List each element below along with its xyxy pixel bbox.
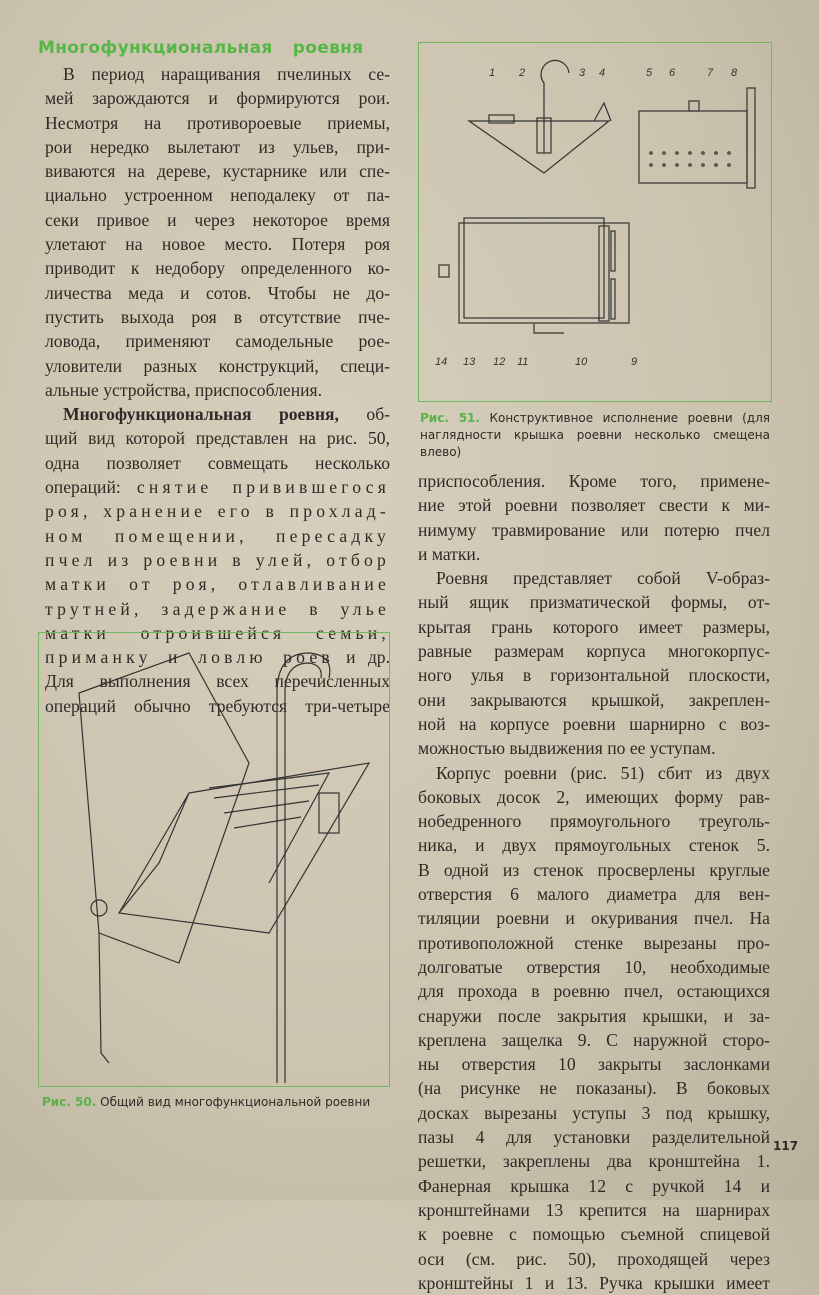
text-line: Фанерная крышка 12 с ручкой 14 и — [418, 1175, 770, 1196]
figure-50-frame — [38, 632, 390, 1087]
slot — [611, 279, 615, 319]
text-line: креплена защелка 9. С наружной сторо- — [418, 1029, 770, 1050]
text-line: рои нередко вылетают из ульев, при- — [45, 136, 390, 157]
figure-50-drawing — [39, 633, 389, 1086]
left-column-text — [45, 62, 390, 718]
handle-hook — [541, 60, 569, 153]
text-line: для прохода в роевню пчел, остающихся — [418, 981, 770, 1002]
term-bold: Многофункциональная роевня, — [63, 404, 339, 425]
spaced-text-line: трутней, задержание в улье — [45, 598, 390, 619]
text-line: отверстия 6 малого диаметра для вен- — [418, 884, 770, 905]
hinge — [91, 900, 107, 916]
text-line: ный ящик призматической формы, от- — [418, 592, 770, 613]
text-line: уловители разных конструкций, специ- — [45, 355, 390, 376]
text-line: и матки. — [418, 543, 481, 564]
text-line: ловода, применяют самодельные рое- — [45, 331, 390, 352]
text-line — [45, 475, 390, 499]
text-fragment: и др. — [346, 647, 391, 668]
vent-holes — [650, 152, 730, 166]
box-front-view — [639, 111, 747, 183]
text-line: приспособления. Кроме того, примене- — [418, 471, 770, 491]
ledge — [594, 103, 611, 121]
box-side-view — [469, 121, 609, 173]
spaced-text: снятие привившегося — [136, 477, 390, 498]
text-line: пустить выхода роя в отсутствие пче- — [45, 306, 390, 327]
label: 14 — [435, 356, 448, 368]
text-line: нобедренного прямоугольного треуголь- — [418, 811, 770, 832]
text-line: кронштейнами 13 крепится на шарнирах — [418, 1199, 770, 1220]
text-line: личества меда и сотов. Чтобы не до- — [45, 282, 390, 303]
label: 10 — [575, 356, 588, 368]
figure-50-caption — [42, 1094, 388, 1111]
text-line: к роевне с помощью съемной спицевой — [418, 1224, 770, 1245]
text-line: ние этой роевни позволяет свести к ми- — [418, 495, 770, 516]
text-line: ной на корпусе роевни шарнирно с воз- — [418, 713, 770, 734]
text-line: ного улья в горизонтальной плоскости, — [418, 665, 770, 686]
text-line: пазы 4 для установки разделительной — [418, 1127, 770, 1148]
text-line: нимуму травмирование или потерю пчел — [418, 519, 770, 540]
text-line: секи привое и через некоторое время — [45, 209, 390, 230]
text-line: (на рисунке не показаны). В боковых — [418, 1078, 770, 1099]
text-line: Несмотря на противороевые приемы, — [45, 112, 390, 133]
text-fragment: операций: — [45, 477, 121, 498]
text-line: В период наращивания пчелиных се- — [63, 64, 390, 84]
label: 5 — [646, 67, 653, 79]
text-line: Для выполнения всех перечисленных — [45, 671, 390, 692]
label: 13 — [463, 356, 476, 368]
inner-frame — [209, 773, 329, 883]
text-line: досках вырезаны уступы 3 под крышку, — [418, 1102, 770, 1123]
figure-label: Рис. 51. — [420, 411, 480, 425]
latch — [689, 101, 699, 111]
label: 11 — [517, 356, 529, 368]
spaced-text-line: ном помещении, пересадку — [45, 525, 390, 546]
figure-label: Рис. 50. — [42, 1095, 97, 1109]
text-line: В одной из стенок просверлены круглые — [418, 859, 770, 880]
box-body — [119, 763, 369, 933]
text-line: долговатые отверстия 10, необходимые — [418, 956, 770, 977]
text-line: кронштейны 1 и 13. Ручка крышки имеет — [418, 1272, 770, 1293]
figure-51-frame — [418, 42, 772, 402]
open-lid — [79, 653, 249, 963]
text-line: боковых досок 2, имеющих форму рав- — [418, 786, 770, 807]
text-line: улетают на новое место. Потеря роя — [45, 234, 390, 255]
label: 4 — [599, 67, 606, 79]
axis — [534, 323, 564, 333]
label: 7 — [707, 67, 714, 79]
text-line: альные устройства, приспособления. — [45, 379, 323, 400]
axle-pin — [99, 933, 109, 1063]
spaced-text-line: матки от роя, отлавливание — [45, 574, 390, 595]
spaced-text-line: пчел из роевни в улей, отбор — [45, 549, 390, 570]
lid — [464, 218, 604, 318]
section-heading: Многофункциональная роевня — [38, 38, 364, 58]
hook-rod — [277, 653, 330, 1083]
slot — [611, 231, 615, 271]
text-line: они закрываются крышкой, закреплен- — [418, 689, 770, 710]
bracket — [489, 115, 514, 123]
text-line: мей зарождаются и формируются рои. — [45, 88, 390, 109]
text-fragment: об- — [366, 404, 390, 425]
text-line: циально устроенном неподалеку от па- — [45, 185, 390, 206]
text-line: ны отверстия 10 закрыты заслонками — [418, 1054, 770, 1075]
text-line: оси (см. рис. 50), проходящей через — [418, 1248, 770, 1269]
text-line: снаружи после закрытия крышки, и за- — [418, 1005, 770, 1026]
text-line: операций обычно требуются три-четыре — [45, 695, 390, 716]
text-line: ника, и двух прямоугольных стенок 5. — [418, 835, 770, 856]
caption-text: Общий вид многофункциональной роевни — [100, 1095, 371, 1109]
side-rail — [747, 88, 755, 188]
label: 6 — [669, 67, 676, 79]
figure-51-drawing — [419, 43, 771, 401]
text-line: Корпус роевни (рис. 51) сбит из двух — [436, 762, 770, 783]
right-column-text — [418, 469, 770, 1295]
text-line: Роевня представляет собой V-образ- — [436, 568, 770, 589]
text-line: одна позволяет совмещать несколько — [45, 452, 390, 473]
text-line — [45, 402, 390, 426]
text-line: тиляции роевни и окуривания пчел. На — [418, 908, 770, 929]
spaced-text-line: роя, хранение его в прохлад- — [45, 501, 390, 522]
label: 9 — [631, 356, 638, 368]
lid-handle — [439, 265, 449, 277]
text-line: крытая грань которого имеет размеры, — [418, 616, 770, 637]
label: 12 — [493, 356, 506, 368]
text-line: виваются на дереве, кустарнике или спе- — [45, 161, 390, 182]
text-line: можностью выдвижения по ее уступам. — [418, 738, 716, 759]
spaced-text-line: матки отроившейся семьи, — [45, 622, 390, 643]
spaced-text: приманку и ловлю роев — [45, 647, 334, 668]
grille-bars — [214, 785, 319, 828]
caption-text: Конструктивное исполнение роевни (для наглядности крышка роевни несколько смещена влево) — [420, 411, 770, 459]
label: 1 — [489, 67, 496, 79]
bracket — [319, 793, 339, 833]
text-line: равные размерам корпуса многокорпус- — [418, 641, 770, 662]
label: 2 — [519, 67, 526, 79]
figure-51-caption — [420, 410, 770, 461]
label: 8 — [731, 67, 738, 79]
label: 3 — [579, 67, 586, 79]
text-line: щий вид которой представлен на рис. 50, — [45, 428, 390, 449]
text-line: противоположной стенке вырезаны про- — [418, 932, 770, 953]
text-line: решетки, закреплены два кронштейна 1. — [418, 1151, 770, 1172]
page-number: 117 — [773, 1139, 799, 1153]
text-line: приводит к недобору определенного ко- — [45, 258, 390, 279]
